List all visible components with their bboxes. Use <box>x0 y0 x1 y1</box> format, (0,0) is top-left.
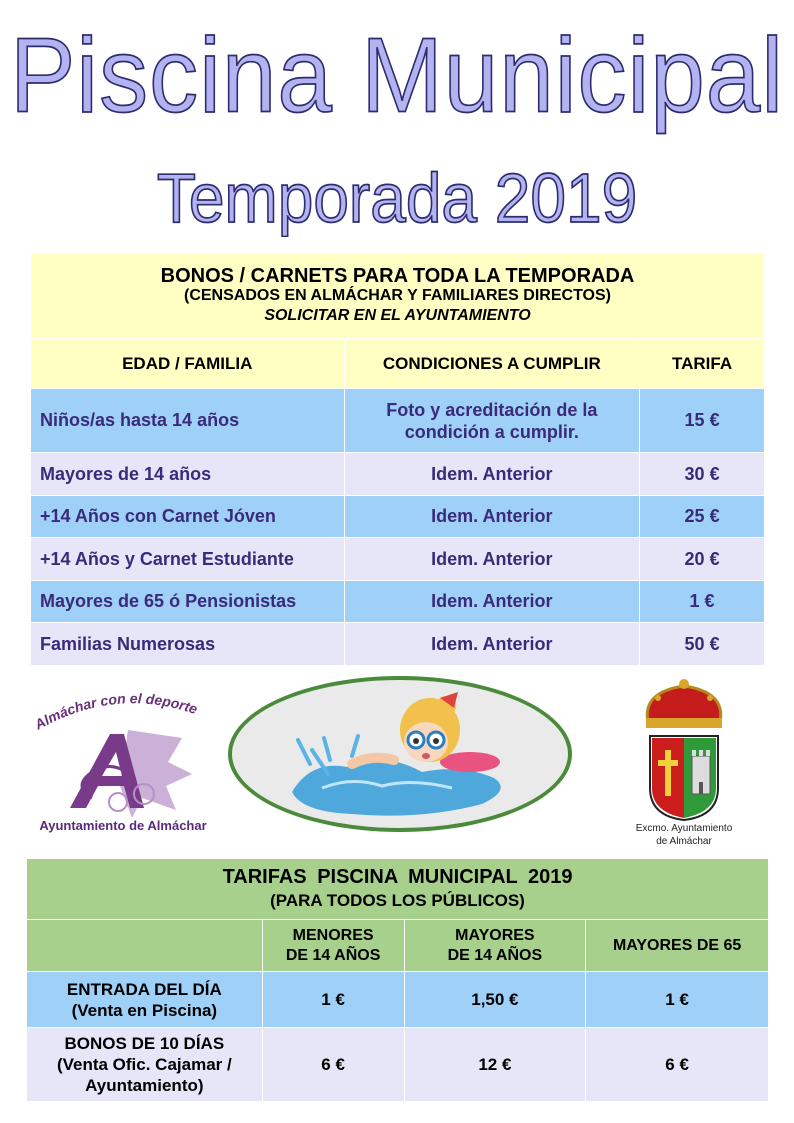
row-label-line: (Venta en Piscina) <box>71 1000 218 1020</box>
row-label <box>27 1028 263 1102</box>
row-condition: Idem. Anterior <box>344 453 640 496</box>
bonos-note: SOLICITAR EN EL AYUNTAMIENTO <box>264 307 531 324</box>
table-row <box>31 623 765 666</box>
column-header <box>404 920 586 972</box>
row-price: 25 € <box>640 496 765 538</box>
column-header-line: MAYORES DE 65 <box>612 936 742 954</box>
table-row <box>27 1028 769 1102</box>
row-category: Familias Numerosas <box>31 623 345 666</box>
logo-slogan: Almáchar con el deporte <box>32 690 200 733</box>
bonos-caption <box>31 254 765 339</box>
row-condition: Foto y acreditación de la condición a cumplir. <box>344 389 640 453</box>
row-category: Mayores de 14 años <box>31 453 345 496</box>
column-header-line: MAYORES <box>455 926 535 944</box>
logo-org-name: Ayuntamiento de Almáchar <box>39 818 207 833</box>
row-price: 1 € <box>262 972 404 1028</box>
row-label-line: (Venta Ofic. Cajamar / <box>56 1055 232 1074</box>
crest-caption-line1: Excmo. Ayuntamiento <box>635 823 733 834</box>
row-price: 15 € <box>640 389 765 453</box>
table-row <box>31 389 765 453</box>
row-price: 12 € <box>404 1028 586 1102</box>
column-header: CONDICIONES A CUMPLIR <box>344 339 640 389</box>
row-price: 50 € <box>640 623 765 666</box>
table-row <box>31 538 765 581</box>
bonos-table <box>30 253 765 666</box>
svg-text:Almáchar con el deporte <box>32 690 200 733</box>
almachar-deporte-logo <box>32 690 214 840</box>
row-price: 6 € <box>262 1028 404 1102</box>
tarifas-caption <box>27 859 769 920</box>
tarifas-subheading: (PARA TODOS LOS PÚBLICOS) <box>270 891 525 910</box>
swimmer-icon <box>232 680 568 828</box>
row-condition: Idem. Anterior <box>344 623 640 666</box>
row-condition: Idem. Anterior <box>344 496 640 538</box>
page-title: Piscina Municipal <box>9 15 785 135</box>
column-header-line: MENORES <box>292 926 374 944</box>
column-header <box>586 920 769 972</box>
row-price: 1 € <box>586 972 769 1028</box>
table-row <box>31 581 765 623</box>
table-row <box>27 972 769 1028</box>
row-price: 20 € <box>640 538 765 581</box>
coat-of-arms-icon <box>628 678 740 822</box>
tarifas-table <box>26 858 769 1102</box>
crest-caption <box>614 822 754 848</box>
table-row <box>31 453 765 496</box>
row-condition: Idem. Anterior <box>344 581 640 623</box>
row-label-line: Ayuntamiento) <box>85 1076 204 1095</box>
column-header-empty <box>27 920 263 972</box>
column-header-line: DE 14 AÑOS <box>447 946 543 964</box>
row-label-line: ENTRADA DEL DÍA <box>66 979 222 999</box>
row-label-line: BONOS DE 10 DÍAS <box>64 1034 225 1053</box>
row-category: Niños/as hasta 14 años <box>31 389 345 453</box>
row-condition: Idem. Anterior <box>344 538 640 581</box>
column-header <box>262 920 404 972</box>
row-category: +14 Años y Carnet Estudiante <box>31 538 345 581</box>
row-price: 6 € <box>586 1028 769 1102</box>
bonos-subheading: (CENSADOS EN ALMÁCHAR Y FAMILIARES DIRECTOS) <box>184 287 611 304</box>
row-price: 1 € <box>640 581 765 623</box>
table-row <box>31 496 765 538</box>
row-price: 30 € <box>640 453 765 496</box>
page-subtitle: Temporada 2019 <box>156 159 638 237</box>
tarifas-heading: TARIFAS PISCINA MUNICIPAL 2019 <box>222 866 573 888</box>
column-header-line: DE 14 AÑOS <box>285 946 381 964</box>
column-header: TARIFA <box>640 339 765 389</box>
row-price: 1,50 € <box>404 972 586 1028</box>
column-header: EDAD / FAMILIA <box>31 339 345 389</box>
crest-caption-line2: de Almáchar <box>656 836 712 847</box>
row-category: +14 Años con Carnet Jóven <box>31 496 345 538</box>
swimmer-illustration <box>228 676 572 832</box>
row-category: Mayores de 65 ó Pensionistas <box>31 581 345 623</box>
bonos-heading: BONOS / CARNETS PARA TODA LA TEMPORADA <box>160 265 635 287</box>
row-label <box>27 972 263 1028</box>
